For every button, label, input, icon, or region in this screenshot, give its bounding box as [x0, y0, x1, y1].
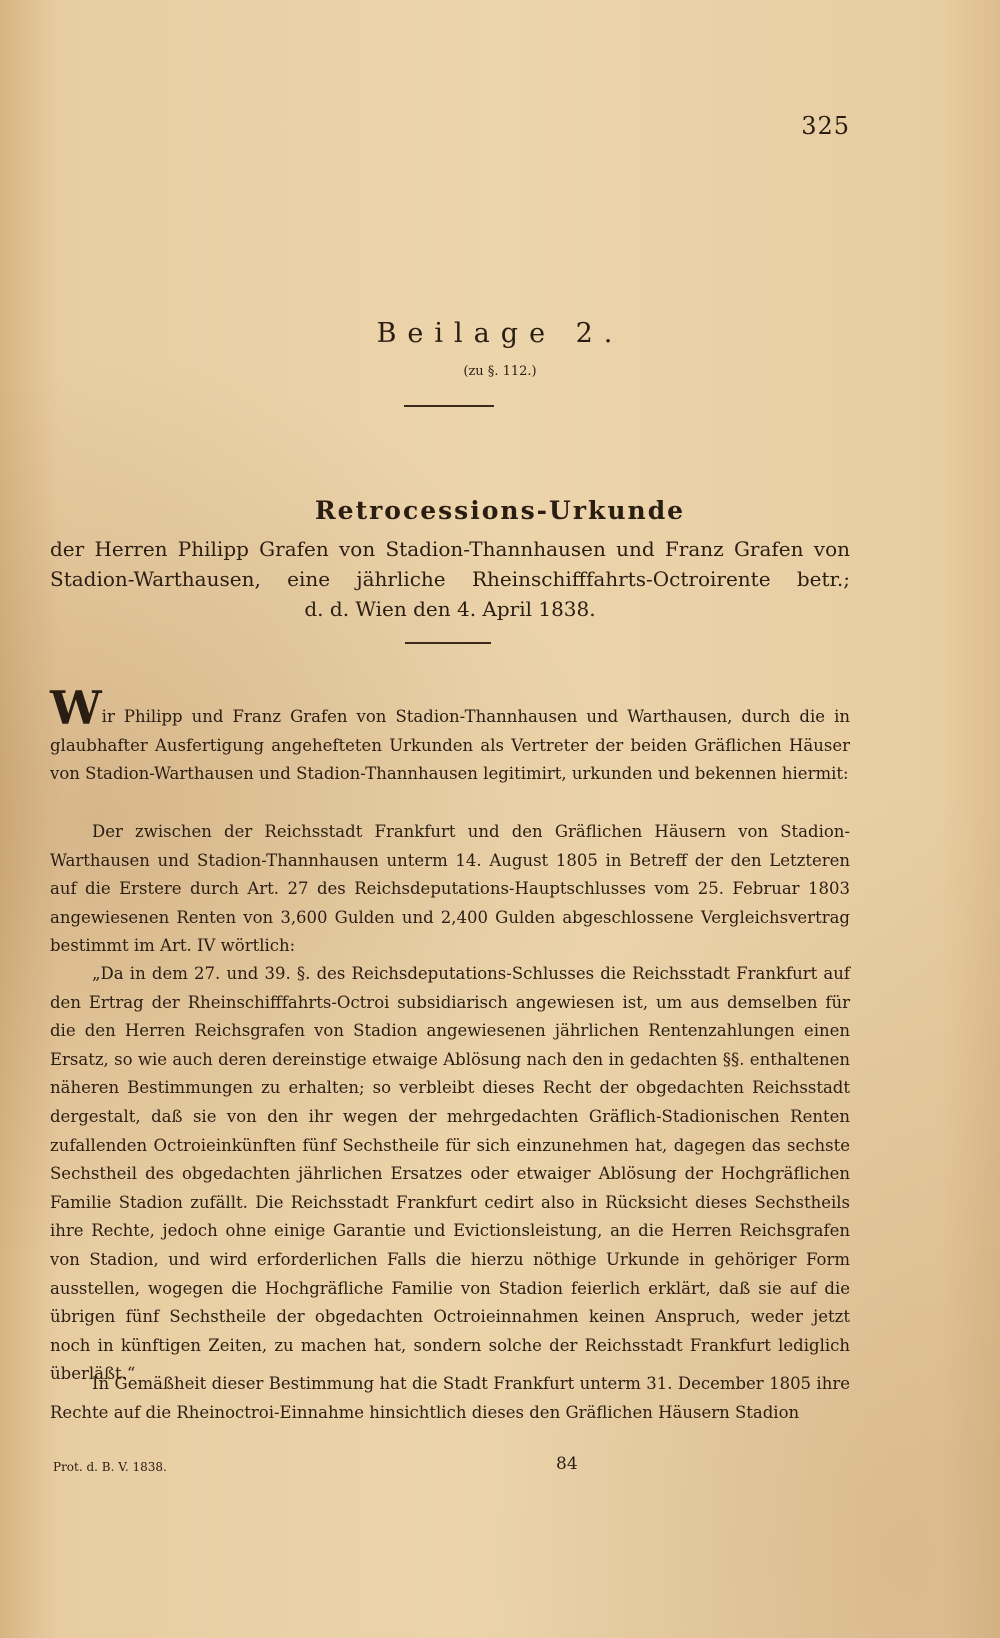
protocol-reference: Prot. d. B. V. 1838.: [53, 1460, 167, 1474]
signature-mark: 84: [556, 1454, 578, 1474]
document-subtitle-line-1: der Herren Philipp Grafen von Stadion-Thannhausen und Franz Grafen von: [50, 537, 850, 561]
paragraph-text: ir Philipp und Franz Grafen von Stadion-Thannhausen und Warthausen, durch die in glaubhafter Ausfertigung angehefteten Urkunden als Vertreter der beiden Gräflichen Häuser von Stadion-Warthausen und Stadion-Thannhausen legitimirt, urkunden und bekennen hiermit:: [50, 707, 850, 784]
document-subtitle-line-2: Stadion-Warthausen, eine jährliche Rheinschifffahrts-Octroirente betr.;: [50, 567, 850, 591]
body-paragraph: In Gemäßheit dieser Bestimmung hat die Stadt Frankfurt unterm 31. December 1805 ihre Rechte auf die Rheinoctroi-Einnahme hinsichtlich dieses den Gräflichen Häusern Stadion: [50, 1374, 850, 1422]
page-number: 325: [801, 112, 850, 140]
document-subtitle-line-3: d. d. Wien den 4. April 1838.: [304, 597, 596, 621]
document-title: Retrocessions-Urkunde: [314, 496, 686, 525]
body-paragraph: [50, 681, 850, 789]
appendix-heading: Beilage 2.: [376, 318, 624, 349]
divider-rule: [405, 642, 491, 644]
drop-cap: W: [50, 681, 102, 735]
quoted-paragraph: „Da in dem 27. und 39. §. des Reichsdeputations-Schlusses die Reichsstadt Frankfurt auf den Ertrag der Rheinschifffahrts-Octroi subsidiarisch angewiesen ist, um aus demselben für die den Herren Reichsgrafen von Stadion angewiesenen jährlichen Rentenzahlungen einen Ersatz, so wie auch deren dereinstige etwaige Ablösung nach den in gedachten §§. enthaltenen näheren Bestimmungen zu erhalten; so verbleibt dieses Recht der obgedachten Reichsstadt dergestalt, daß sie von den ihr wegen der mehrgedachten Gräflich-Stadionischen Renten zufallenden Octroieinkünften fünf Sechstheile für sich einzunehmen hat, dagegen das sechste Sechstheil des obgedachten jährlichen Ersatzes oder etwaiger Ablösung der Hochgräflichen Familie Stadion zufällt. Die Reichsstadt Frankfurt cedirt also in Rücksicht dieses Sechstheils ihre Rechte, jedoch ohne einige Garantie und Evictionsleistung, an die Herren Reichsgrafen von Stadion, und wird erforderlichen Falls die hierzu nöthige Urkunde in gehöriger Form ausstellen, wogegen die Hochgräfliche Familie von Stadion feierlich erklärt, daß sie auf die übrigen fünf Sechstheile der obgedachten Octroieinnahmen keinen Anspruch, weder jetzt noch in künftigen Zeiten, zu machen hat, sondern solche der Reichsstadt Frankfurt lediglich überläßt.“: [50, 964, 850, 1384]
divider-rule: [404, 405, 494, 407]
body-paragraph: Der zwischen der Reichsstadt Frankfurt und den Gräflichen Häusern von Stadion-Warthausen und Stadion-Thannhausen unterm 14. August 1805 in Betreff der den Letzteren auf die Erstere durch Art. 27 des Reichsdeputations-Hauptschlusses vom 25. Februar 1803 angewiesenen Renten von 3,600 Gulden und 2,400 Gulden abgeschlossene Vergleichsvertrag bestimmt im Art. IV wörtlich:: [50, 822, 850, 956]
appendix-reference: (zu §. 112.): [463, 364, 537, 379]
